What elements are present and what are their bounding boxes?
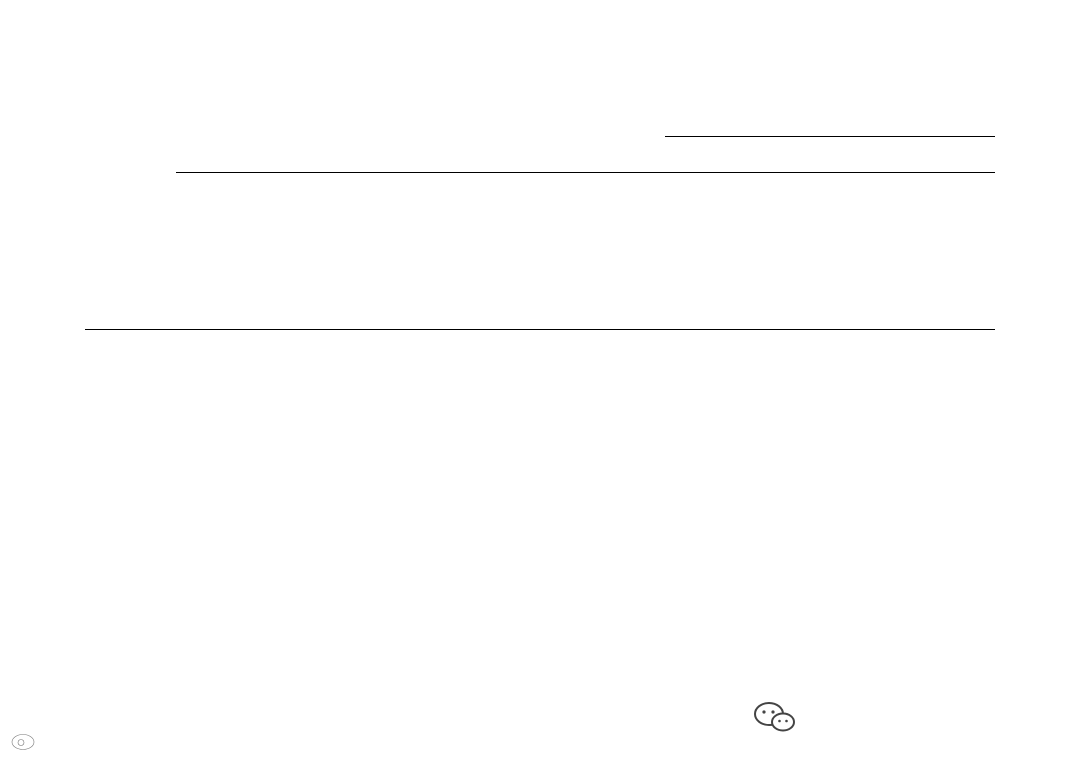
indicator-cell: [665, 116, 995, 136]
weibo-logo-icon: [8, 728, 48, 752]
requirement-cell: [259, 116, 665, 172]
watermark-right: [752, 700, 802, 734]
table-rule: [85, 329, 995, 330]
table-rule: [665, 136, 995, 137]
wechat-logo-icon: [752, 700, 798, 734]
category-cell: [85, 116, 176, 329]
table-rule: [259, 172, 995, 173]
topic-cell: [176, 116, 259, 172]
watermark-left: [8, 728, 52, 752]
